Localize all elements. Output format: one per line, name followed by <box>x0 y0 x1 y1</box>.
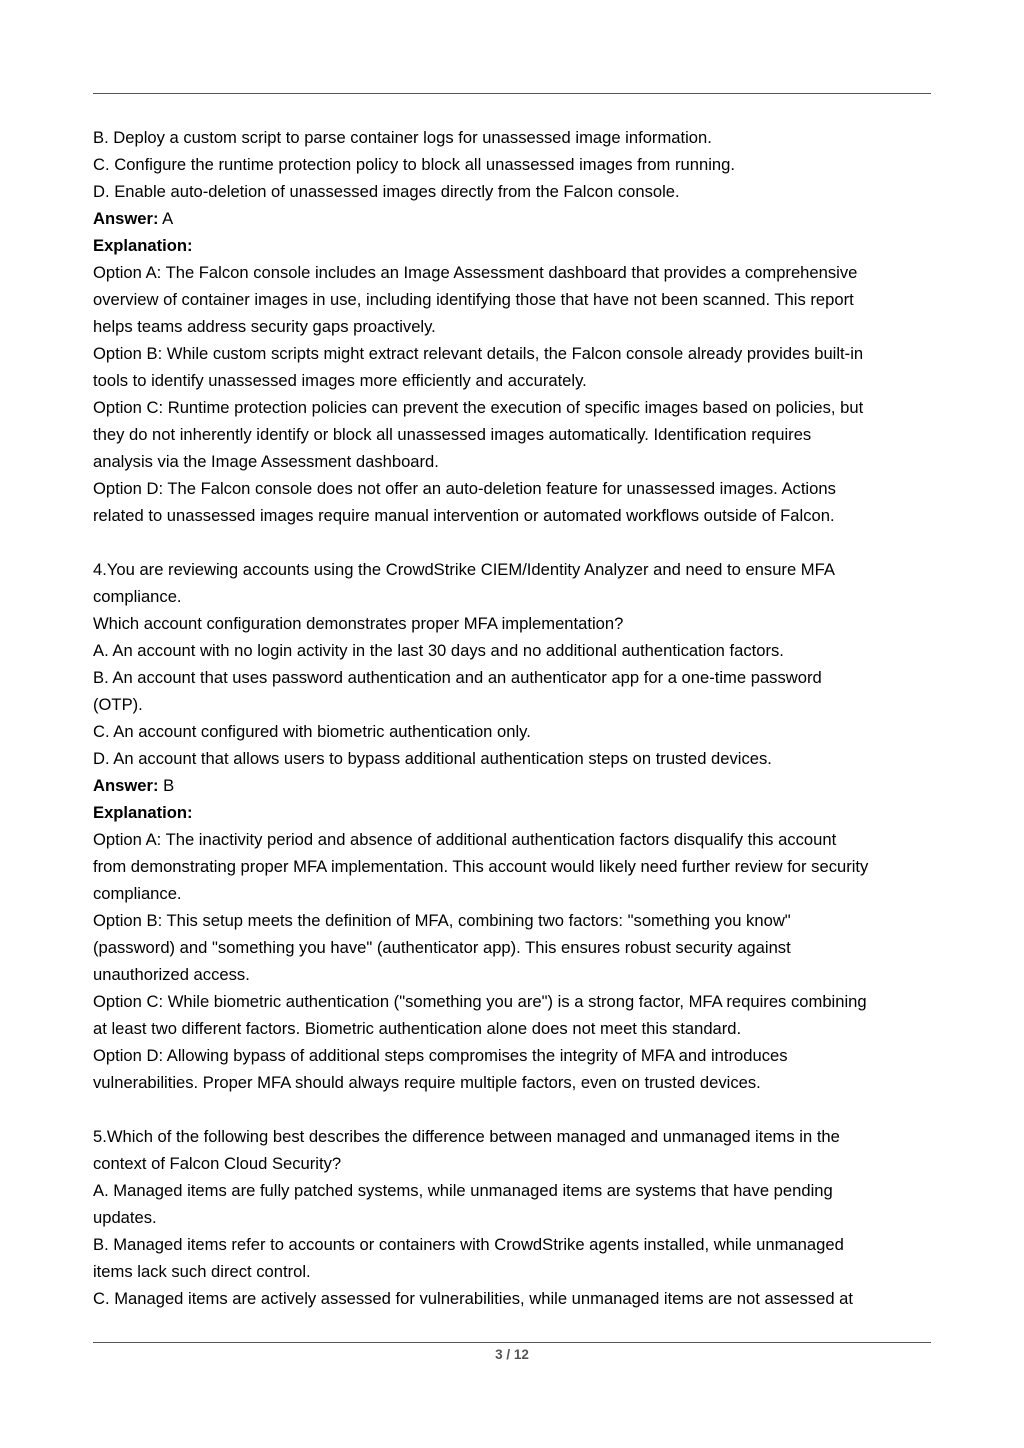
option-c: C. Configure the runtime protection policy to block all unassessed images from running. <box>93 155 735 174</box>
question-4 <box>93 556 933 1096</box>
option-d: D. An account that allows users to bypass additional authentication steps on trusted devices. <box>93 749 772 768</box>
explanation-line: vulnerabilities. Proper MFA should always require multiple factors, even on trusted devices. <box>93 1073 761 1092</box>
explanation-line: helps teams address security gaps proactively. <box>93 317 436 336</box>
explanation-line: Option A: The Falcon console includes an Image Assessment dashboard that provides a comprehensive <box>93 263 858 282</box>
explanation-line: Option C: Runtime protection policies can prevent the execution of specific images based on policies, but <box>93 398 864 417</box>
question-text: Which account configuration demonstrates proper MFA implementation? <box>93 614 624 633</box>
question-5 <box>93 1123 933 1312</box>
explanation-line: compliance. <box>93 884 182 903</box>
explanation-line: Option A: The inactivity period and absence of additional authentication factors disqualify this account <box>93 830 837 849</box>
answer-label: Answer: <box>93 209 159 228</box>
option-a: A. Managed items are fully patched systems, while unmanaged items are systems that have pending <box>93 1181 833 1200</box>
question-text: 4.You are reviewing accounts using the CrowdStrike CIEM/Identity Analyzer and need to ensure MFA <box>93 560 835 579</box>
explanation-line: Option B: While custom scripts might extract relevant details, the Falcon console already provides built-in <box>93 344 864 363</box>
explanation-line: from demonstrating proper MFA implementation. This account would likely need further review for security <box>93 857 869 876</box>
question-text: compliance. <box>93 587 182 606</box>
explanation-line: Option C: While biometric authentication ("something you are") is a strong factor, MFA requires combining <box>93 992 867 1011</box>
explanation-line: Option D: Allowing bypass of additional steps compromises the integrity of MFA and introduces <box>93 1046 788 1065</box>
option-c: C. Managed items are actively assessed for vulnerabilities, while unmanaged items are not assessed at <box>93 1289 854 1308</box>
answer-label: Answer: <box>93 776 159 795</box>
question-text: context of Falcon Cloud Security? <box>93 1154 342 1173</box>
explanation-line: overview of container images in use, including identifying those that have not been scanned. This report <box>93 290 854 309</box>
spacer <box>93 1096 933 1123</box>
answer <box>93 205 933 232</box>
explanation-line: (password) and "something you have" (authenticator app). This ensures robust security against <box>93 938 791 957</box>
question-3-explanation <box>93 259 933 529</box>
answer-value: B <box>158 776 175 795</box>
explanation-line: Option B: This setup meets the definition of MFA, combining two factors: "something you know" <box>93 911 791 930</box>
explanation-line: they do not inherently identify or block all unassessed images automatically. Identification requires <box>93 425 812 444</box>
option-a-cont: updates. <box>93 1208 157 1227</box>
spacer <box>93 529 933 556</box>
explanation-label: Explanation: <box>93 803 193 822</box>
footer-divider <box>93 1342 931 1343</box>
answer <box>93 772 933 799</box>
option-b-cont: (OTP). <box>93 695 143 714</box>
option-b: B. An account that uses password authentication and an authenticator app for a one-time password <box>93 668 822 687</box>
option-d: D. Enable auto-deletion of unassessed images directly from the Falcon console. <box>93 182 680 201</box>
explanation-line: Option D: The Falcon console does not offer an auto-deletion feature for unassessed images. Actions <box>93 479 836 498</box>
page-number: 3 / 12 <box>495 1347 529 1362</box>
option-a: A. An account with no login activity in the last 30 days and no additional authentication factors. <box>93 641 784 660</box>
explanation-label: Explanation: <box>93 236 193 255</box>
option-b-cont: items lack such direct control. <box>93 1262 311 1281</box>
option-b: B. Deploy a custom script to parse container logs for unassessed image information. <box>93 128 712 147</box>
option-b: B. Managed items refer to accounts or containers with CrowdStrike agents installed, while unmanaged <box>93 1235 844 1254</box>
explanation-line: tools to identify unassessed images more efficiently and accurately. <box>93 371 587 390</box>
question-text: 5.Which of the following best describes the difference between managed and unmanaged items in the <box>93 1127 840 1146</box>
explanation-line: unauthorized access. <box>93 965 250 984</box>
explanation-line: analysis via the Image Assessment dashboard. <box>93 452 439 471</box>
answer-value: A <box>158 209 174 228</box>
option-c: C. An account configured with biometric authentication only. <box>93 722 531 741</box>
explanation-line: related to unassessed images require manual intervention or automated workflows outside of Falcon. <box>93 506 835 525</box>
question-3-options <box>93 124 933 205</box>
page-content <box>93 124 933 1312</box>
header-divider <box>93 93 931 94</box>
explanation-line: at least two different factors. Biometric authentication alone does not meet this standard. <box>93 1019 742 1038</box>
